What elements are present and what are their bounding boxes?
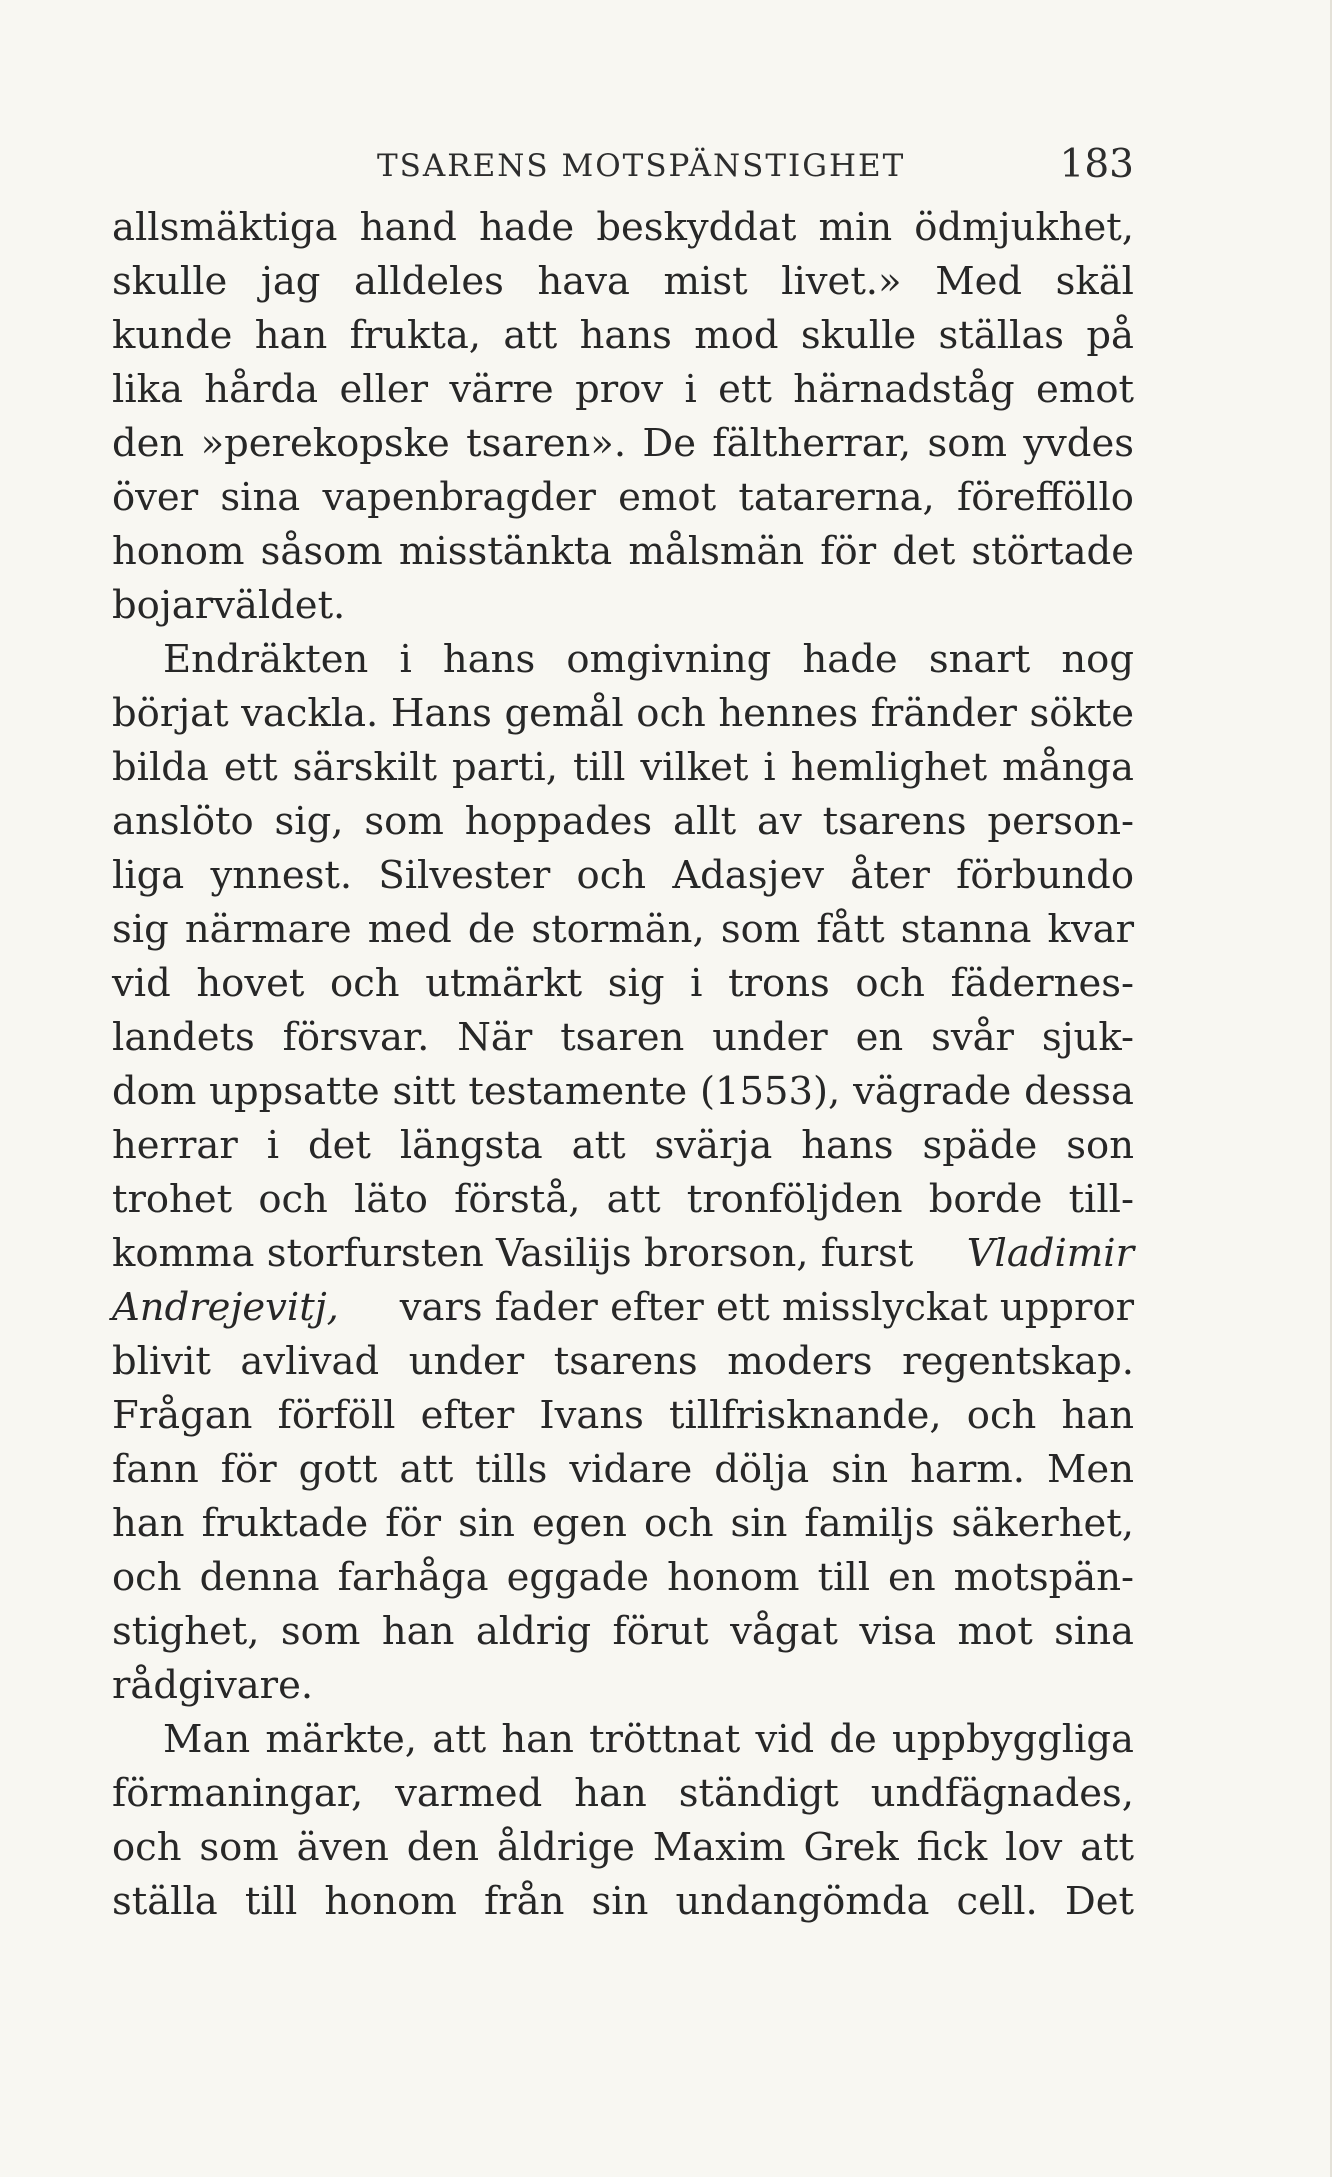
text-line: sig närmare med de stormän, som fått stanna kvar bbox=[112, 907, 1134, 952]
text-line: ställa till honom från sin undangömda cell. Det bbox=[112, 1879, 1134, 1924]
italic-name: Vladimir bbox=[966, 1231, 1134, 1276]
text-line bbox=[112, 1281, 1134, 1335]
text-line: herrar i det längsta att svärja hans späde son bbox=[112, 1123, 1134, 1168]
text-segment: vars fader efter ett misslyckat uppror bbox=[399, 1285, 1134, 1330]
page-header bbox=[112, 138, 1134, 194]
text-line: Man märkte, att han tröttnat vid de uppbyggliga bbox=[163, 1717, 1134, 1762]
text-line: trohet och läto förstå, att tronföljden borde till- bbox=[112, 1177, 1134, 1222]
text-line: skulle jag alldeles hava mist livet.» Med skäl bbox=[112, 259, 1134, 304]
page-number: 183 bbox=[1059, 142, 1134, 187]
text-line: och denna farhåga eggade honom till en motspän- bbox=[112, 1555, 1134, 1600]
text-line: anslöto sig, som hoppades allt av tsarens person- bbox=[112, 799, 1134, 844]
text-line: den »perekopske tsaren». De fältherrar, som yvdes bbox=[112, 421, 1134, 466]
text-line: blivit avlivad under tsarens moders regentskap. bbox=[112, 1339, 1134, 1384]
italic-name: Andrejevitj, bbox=[112, 1285, 339, 1330]
text-line: allsmäktiga hand hade beskyddat min ödmjukhet, bbox=[112, 205, 1134, 250]
text-line bbox=[112, 1227, 1134, 1281]
text-line: landets försvar. När tsaren under en svår sjuk- bbox=[112, 1015, 1134, 1060]
text-line: stighet, som han aldrig förut vågat visa mot sina bbox=[112, 1609, 1134, 1654]
text-line: vid hovet och utmärkt sig i trons och fädernes- bbox=[112, 961, 1134, 1006]
text-line: över sina vapenbragder emot tatarerna, förefföllo bbox=[112, 475, 1134, 520]
text-line: bojarväldet. bbox=[112, 583, 346, 628]
text-line: börjat vackla. Hans gemål och hennes fränder sökte bbox=[112, 691, 1134, 736]
text-line: Endräkten i hans omgivning hade snart nog bbox=[163, 637, 1134, 682]
running-title: TSARENS MOTSPÄNSTIGHET bbox=[377, 148, 906, 184]
text-line: rådgivare. bbox=[112, 1663, 314, 1708]
text-line: han fruktade för sin egen och sin familjs säkerhet, bbox=[112, 1501, 1134, 1546]
text-line: dom uppsatte sitt testamente (1553), vägrade dessa bbox=[112, 1069, 1134, 1114]
body-text bbox=[112, 201, 1134, 1929]
text-line: honom såsom misstänkta målsmän för det störtade bbox=[112, 529, 1134, 574]
text-line: lika hårda eller värre prov i ett härnadståg emot bbox=[112, 367, 1134, 412]
text-line: fann för gott att tills vidare dölja sin harm. Men bbox=[112, 1447, 1134, 1492]
text-line: liga ynnest. Silvester och Adasjev åter förbundo bbox=[112, 853, 1134, 898]
text-line: och som även den åldrige Maxim Grek fick lov att bbox=[112, 1825, 1134, 1870]
text-line: bilda ett särskilt parti, till vilket i hemlighet många bbox=[112, 745, 1134, 790]
text-line: förmaningar, varmed han ständigt undfägnades, bbox=[112, 1771, 1134, 1816]
text-line: kunde han frukta, att hans mod skulle ställas på bbox=[112, 313, 1134, 358]
text-line: Frågan förföll efter Ivans tillfrisknande, och han bbox=[112, 1393, 1134, 1438]
text-segment: komma storfursten Vasilijs brorson, furst bbox=[112, 1231, 914, 1276]
